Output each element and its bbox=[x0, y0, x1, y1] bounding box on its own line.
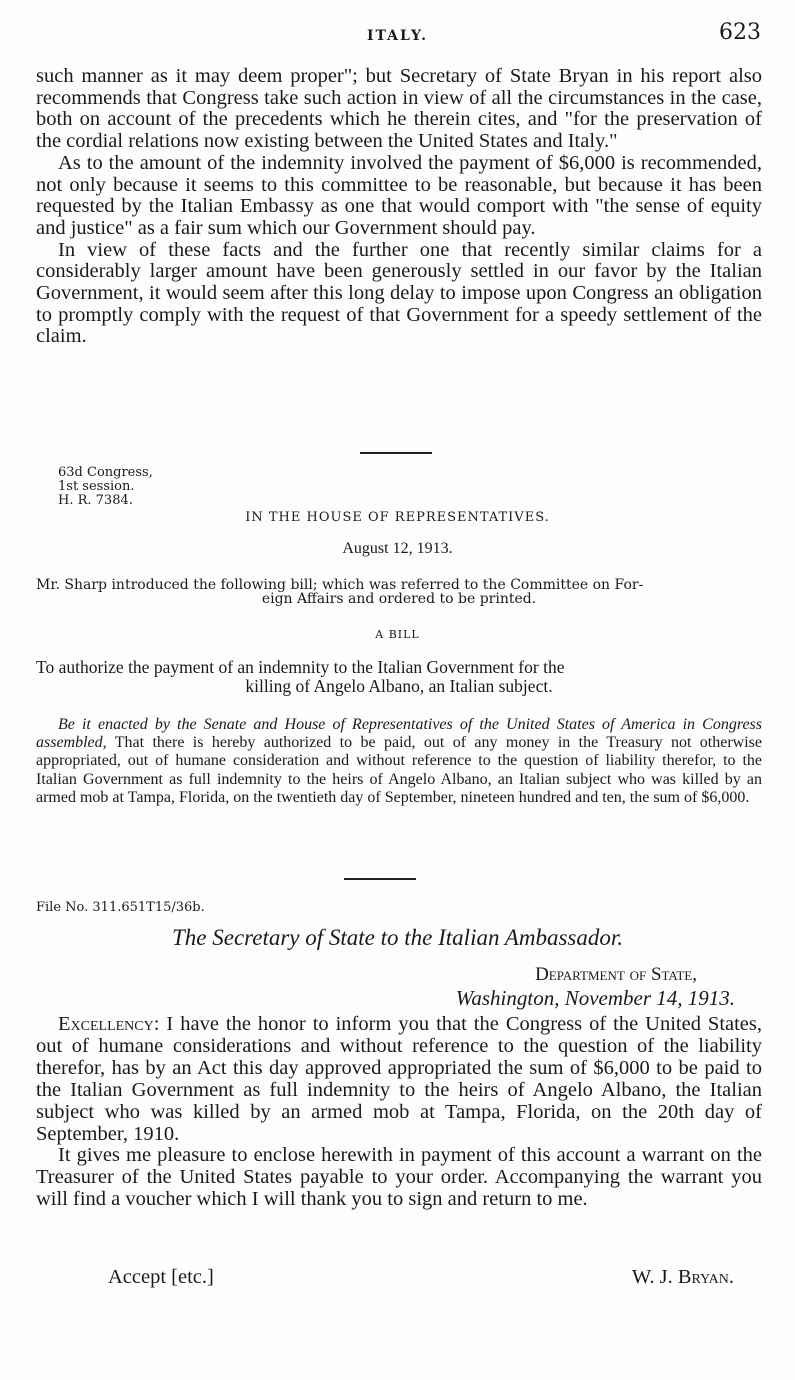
section-divider bbox=[360, 452, 432, 454]
closing-phrase: Accept [etc.] bbox=[108, 1266, 214, 1288]
section-divider-2 bbox=[344, 878, 416, 880]
letter-department: Department of State, bbox=[535, 964, 697, 985]
bill-metadata bbox=[58, 466, 153, 508]
committee-report-text bbox=[36, 66, 762, 348]
intro-line-2: eign Affairs and ordered to be printed. bbox=[261, 591, 537, 607]
bill-introduction bbox=[36, 578, 762, 606]
bill-heading: A BILL bbox=[375, 628, 420, 641]
bill-purpose bbox=[36, 658, 762, 696]
letter-title: The Secretary of State to the Italian Ambassador. bbox=[171, 925, 623, 950]
salutation: Excellency: bbox=[58, 1013, 160, 1035]
bill-body bbox=[36, 716, 762, 807]
signature: W. J. Bryan. bbox=[631, 1266, 734, 1288]
congress-label: 63d Congress, bbox=[58, 465, 153, 480]
letter-body bbox=[36, 1014, 762, 1211]
session-label: 1st session. bbox=[58, 479, 135, 494]
house-heading: IN THE HOUSE OF REPRESENTATIVES. bbox=[245, 510, 550, 525]
bill-date: August 12, 1913. bbox=[342, 540, 453, 557]
bill-text: That there is hereby authorized to be paid, out of any money in the Treasury not otherwise appropriated, out of humane consideration and without reference to the question of liability therefor, to the Italian Government as full indemnity to the heirs of Angelo Albano, an Italian subject who was killed by an armed mob at Tampa, Florida, on the twentieth day of September, nineteen hundred and ten, the sum of $6,000. bbox=[36, 734, 762, 806]
letter-paragraph-1: I have the honor to inform you that the Congress of the United States, out of humane considerations and without reference to the question of the liability therefor, has by an Act this day approved appropriated the sum of $6,000 to be paid to the Italian Government as full indemnity to the heirs of Angelo Albano, the Italian subject who was killed by an armed mob at Tampa, Florida, on the 20th day of September, 1910. bbox=[36, 1013, 763, 1145]
report-paragraph-1: such manner as it may deem proper"; but Secretary of State Bryan in his report also recommends that Congress take such action in view of all the circumstances in the case, both on account of the precedents which he therein cites, and "for the preservation of the cordial relations now existing between the United States and Italy." bbox=[36, 65, 762, 153]
letter-paragraph-2: It gives me pleasure to enclose herewith in payment of this account a warrant on the Treasurer of the United States payable to your order. Accompanying the warrant you will find a voucher which I will thank you to sign and return to me. bbox=[36, 1144, 762, 1211]
report-paragraph-2: As to the amount of the indemnity involved the payment of $6,000 is recommended, not only because it seems to this committee to be reasonable, but because it has been requested by the Italian Embassy as one that would comport with "the sense of equity and justice" as a fair sum which our Government should pay. bbox=[36, 151, 762, 239]
purpose-line-1: To authorize the payment of an indemnity to the Italian Government for the bbox=[36, 657, 565, 677]
intro-line-1: Mr. Sharp introduced the following bill; which was referred to the Committee on For- bbox=[36, 577, 644, 593]
page-header bbox=[0, 18, 795, 48]
running-head: ITALY. bbox=[366, 28, 429, 44]
file-number: File No. 311.651T15/36b. bbox=[36, 900, 205, 915]
enacting-clause: Be it enacted by the Senate and House of Representatives of the United States of America in Congress assembled, bbox=[36, 716, 762, 752]
page-number: 623 bbox=[719, 20, 761, 45]
bill-number: H. R. 7384. bbox=[58, 493, 133, 508]
report-paragraph-3: In view of these facts and the further one that recently similar claims for a considerably larger amount have been generously settled in our favor by the Italian Government, it would seem after this long delay to impose upon Congress an obligation to promptly comply with the request of that Government for a speedy settlement of the claim. bbox=[36, 238, 762, 348]
purpose-line-2: killing of Angelo Albano, an Italian subject. bbox=[245, 676, 553, 696]
letter-place-date: Washington, November 14, 1913. bbox=[455, 986, 735, 1010]
